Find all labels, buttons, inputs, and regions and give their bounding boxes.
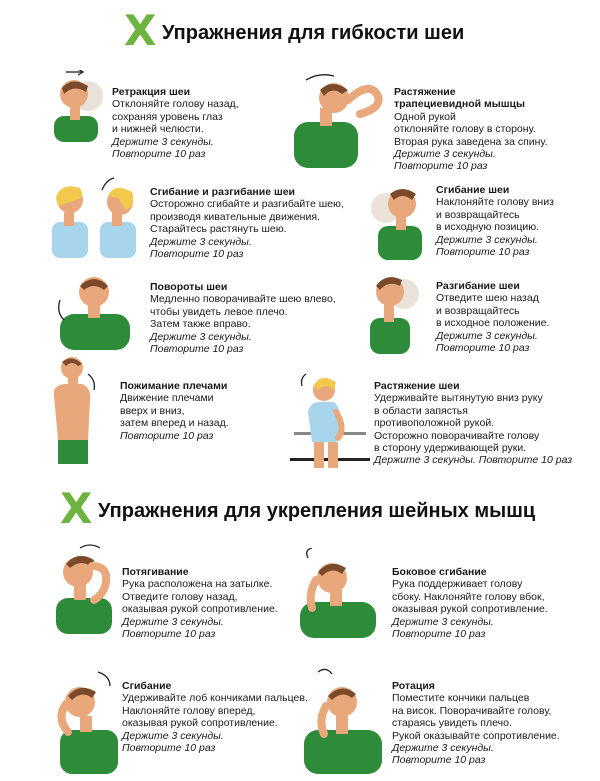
hold-instruction: Держите 3 секунды.	[112, 135, 214, 148]
hold-repeat-instruction: Держите 3 секунды. Повторите 10 раз	[374, 454, 573, 467]
exercise-text: Движение плечами	[120, 392, 214, 405]
exercise-text: сохраняя уровень глаз	[112, 110, 223, 123]
hold-instruction: Держите 3 секунды.	[150, 235, 252, 248]
repeat-instruction: Повторите 10 раз	[120, 429, 214, 442]
neck-stretch-illustration	[290, 372, 370, 472]
exercise-text: Наклоняйте голову вперед,	[122, 704, 256, 717]
retraction-illustration	[48, 70, 108, 142]
neck-extension-illustration	[366, 268, 428, 354]
exercise-text: сбоку. Наклоняйте голову вбок,	[392, 590, 545, 603]
exercise-neck-turns	[150, 281, 336, 355]
exercise-text: и нижней челюсти.	[112, 123, 204, 136]
bend-illustration	[54, 670, 122, 774]
side-bend-illustration	[294, 548, 382, 638]
exercise-flexion-extension	[150, 186, 344, 260]
section-header-flexibility	[0, 8, 600, 56]
exercise-text: вверх и вниз,	[120, 404, 185, 417]
exercise-title: Повороты шеи	[150, 281, 228, 293]
exercise-text: Удерживайте лоб кончиками пальцев.	[122, 692, 308, 705]
repeat-instruction: Повторите 10 раз	[436, 342, 530, 355]
exercise-text: Удерживайте вытянутую вниз руку	[374, 392, 543, 405]
exercise-title: Потягивание	[122, 566, 189, 578]
exercise-title: Сгибание	[122, 680, 172, 692]
repeat-instruction: Повторите 10 раз	[394, 160, 488, 173]
section-title: Упражнения для укрепления шейных мышц	[98, 500, 536, 522]
exercise-text: оказывая рукой сопротивление.	[122, 717, 278, 730]
exercise-bend	[122, 680, 308, 754]
neck-turns-illustration	[56, 270, 134, 350]
exercise-neck-extension	[436, 280, 549, 354]
repeat-instruction: Повторите 10 раз	[122, 742, 216, 755]
exercise-text: в сторону удерживающей руки.	[374, 442, 527, 455]
flexion-extension-illustration	[50, 176, 142, 258]
exercise-text: Осторожно сгибайте и разгибайте шею,	[150, 198, 344, 211]
exercise-retraction	[112, 86, 239, 160]
exercise-text: Отклоняйте голову назад,	[112, 98, 239, 111]
exercise-title: Пожимание плечами	[120, 380, 228, 392]
shoulder-shrug-illustration	[48, 356, 98, 464]
hold-instruction: Держите 3 секунды.	[394, 148, 496, 161]
hold-instruction: Держите 3 секунды.	[436, 233, 538, 246]
repeat-instruction: Повторите 10 раз	[392, 628, 486, 641]
exercise-text: Рукой оказывайте сопротивление.	[392, 729, 560, 742]
repeat-instruction: Повторите 10 раз	[122, 628, 216, 641]
exercise-text: на висок. Поворачивайте голову,	[392, 704, 552, 717]
exercise-text: и возвращайтесь	[436, 304, 520, 317]
pull-illustration	[54, 544, 116, 634]
exercise-text: Поместите кончики пальцев	[392, 692, 530, 705]
hold-instruction: Держите 3 секунды.	[122, 729, 224, 742]
exercise-title: Сгибание и разгибание шеи	[150, 186, 296, 198]
exercise-shoulder-shrugs	[120, 380, 229, 442]
section-title: Упражнения для гибкости шеи	[162, 22, 465, 44]
exercise-text: Наклоняйте голову вниз	[436, 196, 554, 209]
exercise-text: Отведите шею назад	[436, 292, 539, 305]
exercise-title: Ротация	[392, 680, 435, 692]
exercise-text: Рука расположена на затылке.	[122, 578, 273, 591]
repeat-instruction: Повторите 10 раз	[112, 148, 206, 161]
exercise-title: Разгибание шеи	[436, 280, 520, 292]
section-header-strength	[0, 486, 600, 534]
exercise-text: Старайтесь растянуть шею.	[150, 223, 287, 236]
exercise-pull	[122, 566, 278, 640]
exercise-text: оказывая рукой сопротивление.	[392, 603, 548, 616]
exercise-title: Боковое сгибание	[392, 566, 487, 578]
repeat-instruction: Повторите 10 раз	[150, 343, 244, 356]
repeat-instruction: Повторите 10 раз	[392, 754, 486, 767]
exercise-side-bend	[392, 566, 548, 640]
exercise-rotation	[392, 680, 560, 767]
exercise-text: Одной рукой	[394, 110, 456, 123]
exercise-text: Осторожно поворачивайте голову	[374, 429, 540, 442]
exercise-title: Растяжение	[394, 86, 456, 98]
exercise-text: Затем также вправо.	[150, 318, 251, 331]
exercise-text: Отведите голову назад,	[122, 590, 238, 603]
exercise-text: производя кивательные движения.	[150, 210, 320, 223]
exercise-text: в исходную позицию.	[436, 221, 540, 234]
exercise-title: трапециевидной мышцы	[394, 98, 525, 111]
green-x-icon: X	[124, 6, 157, 55]
exercise-text: Рука поддерживает голову	[392, 578, 523, 591]
hold-instruction: Держите 3 секунды.	[392, 742, 494, 755]
exercise-text: Вторая рука заведена за спину.	[394, 135, 548, 148]
hold-instruction: Держите 3 секунды.	[150, 330, 252, 343]
neck-flexion-illustration	[362, 180, 424, 260]
rotation-illustration	[300, 666, 386, 774]
hold-instruction: Держите 3 секунды.	[392, 615, 494, 628]
exercise-text: и возвращайтесь	[436, 208, 520, 221]
trapezius-illustration	[290, 70, 386, 168]
exercise-text: противоположной рукой.	[374, 417, 495, 430]
hold-instruction: Держите 3 секунды.	[122, 615, 224, 628]
exercise-neck-flexion	[436, 184, 554, 258]
exercise-text: Медленно поворачивайте шею влево,	[150, 293, 336, 306]
exercise-text: в области запястья	[374, 404, 468, 417]
exercise-title: Ретракция шеи	[112, 86, 191, 98]
exercise-title: Сгибание шеи	[436, 184, 510, 196]
exercise-neck-stretch	[374, 380, 572, 467]
exercise-text: стараясь увидеть плечо.	[392, 717, 512, 730]
exercise-text: в исходное положение.	[436, 317, 550, 330]
exercise-text: оказывая рукой сопротивление.	[122, 603, 278, 616]
repeat-instruction: Повторите 10 раз	[150, 248, 244, 261]
hold-instruction: Держите 3 секунды.	[436, 329, 538, 342]
repeat-instruction: Повторите 10 раз	[436, 246, 530, 259]
exercise-trapezius	[394, 86, 548, 173]
exercise-text: отклоняйте голову в сторону.	[394, 123, 536, 136]
exercise-text: затем вперед и назад.	[120, 417, 229, 430]
green-x-icon: X	[60, 484, 93, 533]
exercise-title: Растяжение шеи	[374, 380, 460, 392]
exercise-text: чтобы увидеть левое плечо.	[150, 305, 288, 318]
